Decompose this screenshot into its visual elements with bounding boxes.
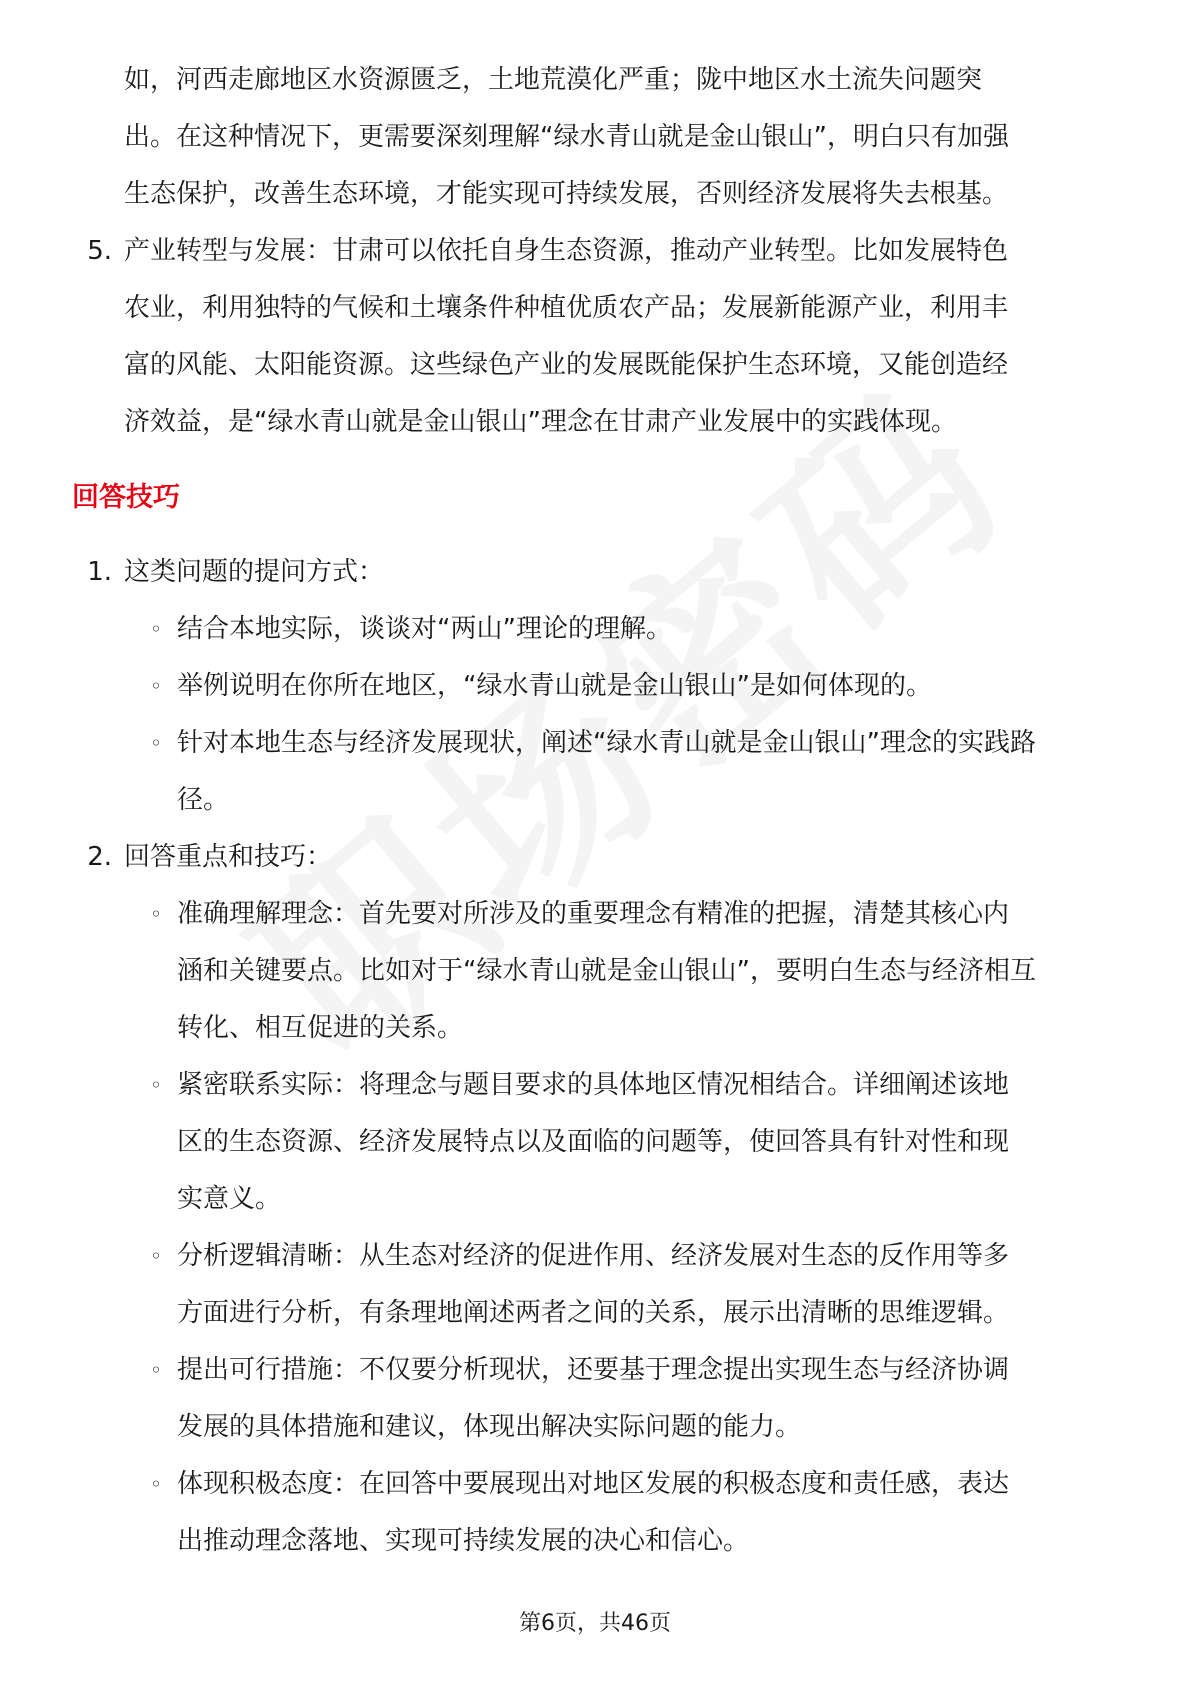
text-line: 济效益，是“绿水青山就是金山银山”理念在甘肃产业发展中的实践体现。 [124,407,957,437]
sub-list-item [150,1057,1190,1228]
circle-bullet-icon: ◦ [150,902,162,926]
text-line: 产业转型与发展：甘肃可以依托自身生态资源，推动产业转型。比如发展特色 [124,236,1009,266]
list-number: 1. [87,557,112,587]
sub-list-item [150,886,1190,1057]
sub-list-item [150,1456,1190,1570]
list-number: 2. [87,842,112,872]
text-line: 方面进行分析，有条理地阐述两者之间的关系，展示出清晰的思维逻辑。 [177,1298,1010,1328]
sub-item-text [177,1228,1137,1342]
text-line: 农业，利用独特的气候和土壤条件种植优质农产品；发展新能源产业，利用丰 [124,293,1009,323]
text-line: 针对本地生态与经济发展现状，阐述“绿水青山就是金山银山”理念的实践路 [177,728,1036,758]
text-line: 转化、相互促进的关系。 [177,1013,464,1043]
section-heading: 回答技巧 [72,482,180,513]
text-line: 富的风能、太阳能资源。这些绿色产业的发展既能保护生态环境，又能创造经 [124,350,1009,380]
sub-item-text [177,1057,1137,1228]
sub-item-text [177,886,1137,1057]
sub-list-item [150,601,1190,658]
text-line: 涵和关键要点。比如对于“绿水青山就是金山银山”，要明白生态与经济相互 [177,956,1036,986]
tip-item-2 [0,829,1190,886]
tip-item-1 [0,544,1190,601]
tip-title: 这类问题的提问方式： [124,557,385,587]
sub-list-item [150,658,1190,715]
text-line: 出。在这种情况下，更需要深刻理解“绿水青山就是金山银山”，明白只有加强 [124,122,1009,152]
sub-item-text [177,658,1137,715]
continuation-paragraph [124,52,1134,223]
circle-bullet-icon: ◦ [150,1358,162,1382]
circle-bullet-icon: ◦ [150,1073,162,1097]
sub-item-text [177,1342,1137,1456]
page-number: 第6页，共46页 [519,1611,671,1636]
list-item-text [124,223,1134,451]
text-line: 出推动理念落地、实现可持续发展的决心和信心。 [177,1526,750,1556]
text-line: 生态保护，改善生态环境，才能实现可持续发展，否则经济发展将失去根基。 [124,179,1009,209]
text-line: 如，河西走廊地区水资源匮乏，土地荒漠化严重；陇中地区水土流失问题突 [124,65,983,95]
text-line: 准确理解理念：首先要对所涉及的重要理念有精准的把握，清楚其核心内 [177,899,1010,929]
sub-item-text [177,1456,1137,1570]
circle-bullet-icon: ◦ [150,1472,162,1496]
text-line: 发展的具体措施和建议，体现出解决实际问题的能力。 [177,1412,802,1442]
text-line: 结合本地实际，谈谈对“两山”理论的理解。 [177,614,672,644]
text-line: 实意义。 [177,1184,282,1214]
sub-item-text [177,715,1137,829]
circle-bullet-icon: ◦ [150,731,162,755]
tip-title: 回答重点和技巧： [124,842,333,872]
sub-list-item [150,1342,1190,1456]
text-line: 紧密联系实际：将理念与题目要求的具体地区情况相结合。详细阐述该地 [177,1070,1010,1100]
text-line: 径。 [177,785,230,815]
text-line: 分析逻辑清晰：从生态对经济的促进作用、经济发展对生态的反作用等多 [177,1241,1010,1271]
list-item-5 [0,223,1190,451]
text-line: 体现积极态度：在回答中要展现出对地区发展的积极态度和责任感，表达 [177,1469,1010,1499]
sub-item-text [177,601,1137,658]
circle-bullet-icon: ◦ [150,674,162,698]
page-content [0,52,1190,1570]
sub-list-item [150,1228,1190,1342]
sub-list-item [150,715,1190,829]
text-line: 提出可行措施：不仅要分析现状，还要基于理念提出实现生态与经济协调 [177,1355,1010,1385]
circle-bullet-icon: ◦ [150,617,162,641]
list-number: 5. [87,236,112,266]
text-line: 举例说明在你所在地区，“绿水青山就是金山银山”是如何体现的。 [177,671,932,701]
circle-bullet-icon: ◦ [150,1244,162,1268]
text-line: 区的生态资源、经济发展特点以及面临的问题等，使回答具有针对性和现 [177,1127,1010,1157]
